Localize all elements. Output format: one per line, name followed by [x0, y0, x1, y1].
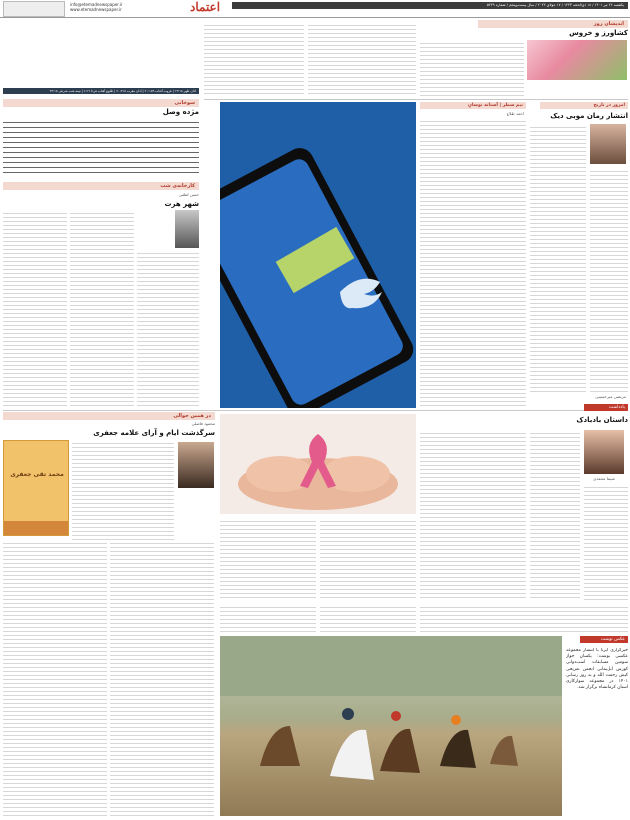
- author-photo-dastan: [584, 430, 624, 474]
- bottom-center-body-2: [320, 604, 416, 634]
- author-dastan: شیما محمدی: [593, 476, 615, 481]
- left-mid-body-2: [70, 210, 134, 406]
- prayer-times: اذان ظهر ۱۳:۱۸ | غروب آفتاب ۲۰:۱۵۹ | اذان مغرب ۲۰:۲۱۸ | طلوع آفتاب فردا ۶:۱۹ | نیمه شب شرعی ۲۴:۱۸: [49, 89, 196, 93]
- bottom-center-body-3: [420, 604, 628, 632]
- newspaper-thumbnail: [3, 1, 65, 17]
- left-mid-body-3: [137, 250, 199, 406]
- ticker-strip: [3, 88, 199, 94]
- article-title-review: سرگذشت ایام و آرای علامه جعفری: [93, 429, 215, 437]
- horse-race-photo: [220, 636, 562, 816]
- date-line: یکشنبه ۲۶ تیر ۱۴۰۱ / ۱۸ ذی‌الحجه ۱۴۴۳ / ۱۷ جولای ۲۰۲۲ / سال بیست‌وپنجم / شماره ۵۲۲۹: [486, 3, 624, 7]
- history-header: امروز در تاریخ: [540, 102, 628, 109]
- author-left-mid: حسن لطفی: [178, 192, 199, 197]
- author-photo-review: [178, 442, 214, 488]
- dastan-body-1: [530, 430, 580, 600]
- history-body-2: [590, 168, 628, 394]
- article-title-dastan: داستان بادبادک: [576, 416, 628, 424]
- center-author: احمد طلاع: [506, 111, 524, 116]
- photo-caption-text: [566, 648, 628, 816]
- history-body: [530, 124, 586, 394]
- opinion-header: نیم سطر | آستانه نوسانِ: [420, 102, 526, 109]
- section-literature: کارخانه‌ی شب: [3, 182, 199, 190]
- twitter-money-illustration: [220, 102, 416, 408]
- author-history: مرتضی میرحسینی: [595, 394, 626, 399]
- divider-2: [3, 410, 628, 411]
- bottom-center-body-1: [220, 604, 316, 634]
- left-top-body: [3, 118, 199, 176]
- center-mid-body-2: [220, 518, 316, 600]
- article-title-left-top: مژده وصل: [162, 108, 199, 116]
- date-strip: [232, 2, 628, 9]
- book-cover: [3, 440, 69, 536]
- pink-ribbon-photo: [220, 414, 416, 514]
- photo-caption-tag: عکس نوشت: [580, 636, 628, 643]
- contact-info: [70, 2, 190, 12]
- top-left-body: [204, 22, 304, 96]
- center-mid-body-1: [320, 518, 416, 600]
- section-lifestyle: اندیشان روز: [478, 20, 628, 28]
- review-body-2: [3, 540, 107, 816]
- author-photo-left-mid: [175, 210, 199, 248]
- masthead-logo: اعتماد: [190, 0, 221, 14]
- review-body-3: [110, 540, 214, 816]
- dastan-body-2: [584, 484, 628, 600]
- section-short-note: سوخانی: [3, 99, 199, 107]
- masthead: [0, 0, 630, 18]
- site-text: www.etemadnewspaper.ir: [70, 7, 122, 12]
- email-text: info@etemadnewspaper.ir: [70, 2, 123, 7]
- daily-note-tag: یادداشت: [584, 404, 628, 411]
- article-title-history: انتشار رمان موبی دیک: [550, 112, 628, 120]
- author-photo-history: [590, 124, 626, 164]
- top-center-body: [308, 22, 416, 96]
- book-cover-stripe: [4, 521, 68, 535]
- middle-body: [420, 118, 526, 408]
- section-review: در همین حوالی: [3, 412, 215, 420]
- article-title-left-mid: شهر هرت: [164, 200, 199, 208]
- divider-1: [204, 99, 628, 100]
- top-right-body: [420, 40, 524, 96]
- dastan-body-3: [420, 430, 526, 600]
- article-title-top-right: کشاورز و خروس: [569, 29, 628, 37]
- review-body-1: [72, 440, 174, 540]
- left-mid-body-1: [3, 210, 67, 406]
- book-cover-title: محمد تقی جعفری: [10, 471, 64, 478]
- photo-caption-body: خبرگزاری ایرنا با انتشار مجموعه عکسی نوشت: یکسان جواز سومین مسابقات اسب‌دوانی کورس ابل‌یمانی انجمن تفریحی کیش رحمت الله و به روز رسانی ۱۴۰۱ در مجموعه سوارکاری استان کرمانشاه برگزار شد.: [566, 648, 628, 691]
- author-review: محمود فاضلی: [191, 421, 215, 426]
- flowers-photo: [527, 40, 627, 80]
